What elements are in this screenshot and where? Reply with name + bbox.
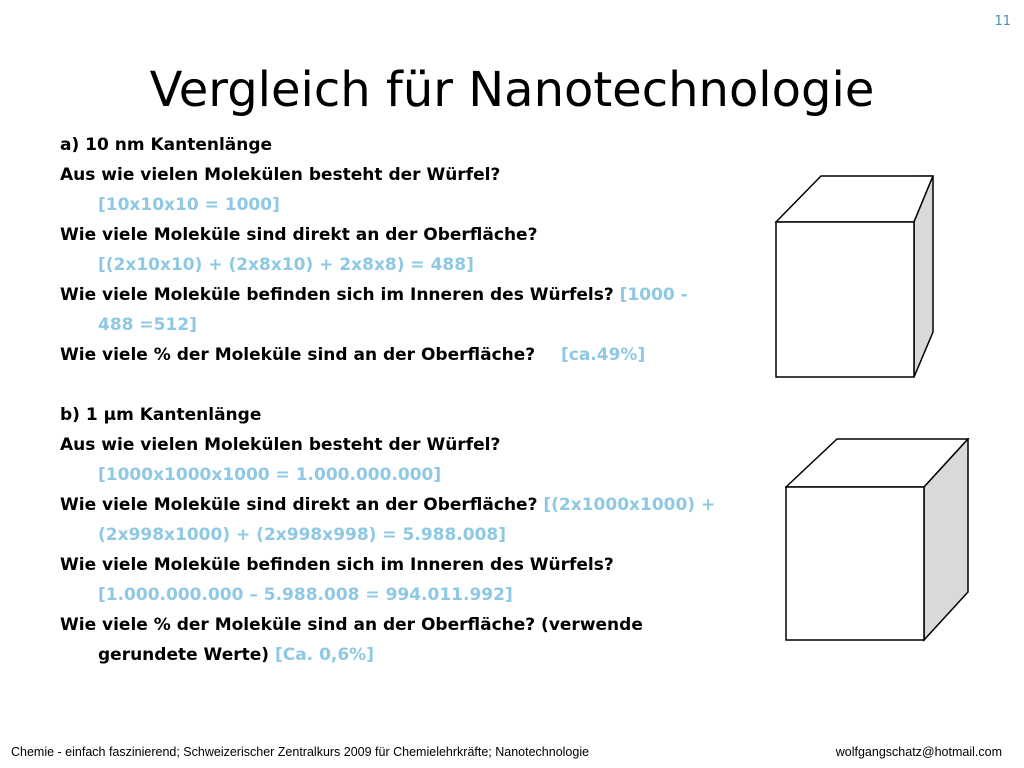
question-b3	[60, 550, 720, 610]
question-a2	[60, 220, 720, 280]
question-text: Wie viele Moleküle sind direkt an der Oberfläche?	[60, 225, 538, 245]
answer-text-part2: 488 =512]	[98, 315, 197, 335]
question-b2	[60, 490, 720, 550]
answer-text: [(2x10x10) + (2x8x10) + 2x8x8) = 488]	[98, 255, 474, 275]
question-a1	[60, 160, 720, 220]
answer-text-part1: [(2x1000x1000) +	[543, 495, 716, 515]
question-text-part2: gerundete Werte)	[98, 645, 270, 665]
cube-icon-small	[775, 175, 935, 380]
question-text: Aus wie vielen Molekülen besteht der Würfel?	[60, 435, 501, 455]
answer-text: [10x10x10 = 1000]	[98, 195, 280, 215]
question-text: Aus wie vielen Molekülen besteht der Würfel?	[60, 165, 501, 185]
answer-text: [ca.49%]	[560, 345, 646, 365]
question-a4	[60, 340, 720, 370]
question-text: Wie viele Moleküle befinden sich im Inneren des Würfels?	[60, 285, 614, 305]
question-b1	[60, 430, 720, 490]
answer-text: [1.000.000.000 – 5.988.008 = 994.011.992]	[98, 585, 513, 605]
question-text: Wie viele Moleküle sind direkt an der Oberfläche?	[60, 495, 538, 515]
answer-text-part1: [1000 -	[619, 285, 688, 305]
answer-text-part2: (2x998x1000) + (2x998x998) = 5.988.008]	[98, 525, 507, 545]
answer-text: [1000x1000x1000 = 1.000.000.000]	[98, 465, 442, 485]
section-b-heading: b) 1 µm Kantenlänge	[60, 405, 262, 425]
slide-title: Vergleich für Nanotechnologie	[149, 62, 875, 118]
slide-content	[60, 130, 720, 670]
question-text-part1: Wie viele % der Moleküle sind an der Oberfläche? (verwende	[60, 615, 643, 635]
question-text: Wie viele Moleküle befinden sich im Inneren des Würfels?	[60, 555, 614, 575]
footer-course-info: Chemie - einfach faszinierend; Schweizerischer Zentralkurs 2009 für Chemielehrkräfte; Nanotechnologie	[11, 745, 590, 759]
cube-icon-large	[785, 438, 970, 643]
question-b4	[60, 610, 720, 670]
slide-number: 11	[994, 14, 1011, 29]
section-a-heading: a) 10 nm Kantenlänge	[60, 135, 273, 155]
footer-email: wolfgangschatz@hotmail.com	[835, 745, 1002, 759]
question-text: Wie viele % der Moleküle sind an der Oberfläche?	[60, 345, 536, 365]
question-a3	[60, 280, 720, 340]
answer-text: [Ca. 0,6%]	[274, 645, 374, 665]
